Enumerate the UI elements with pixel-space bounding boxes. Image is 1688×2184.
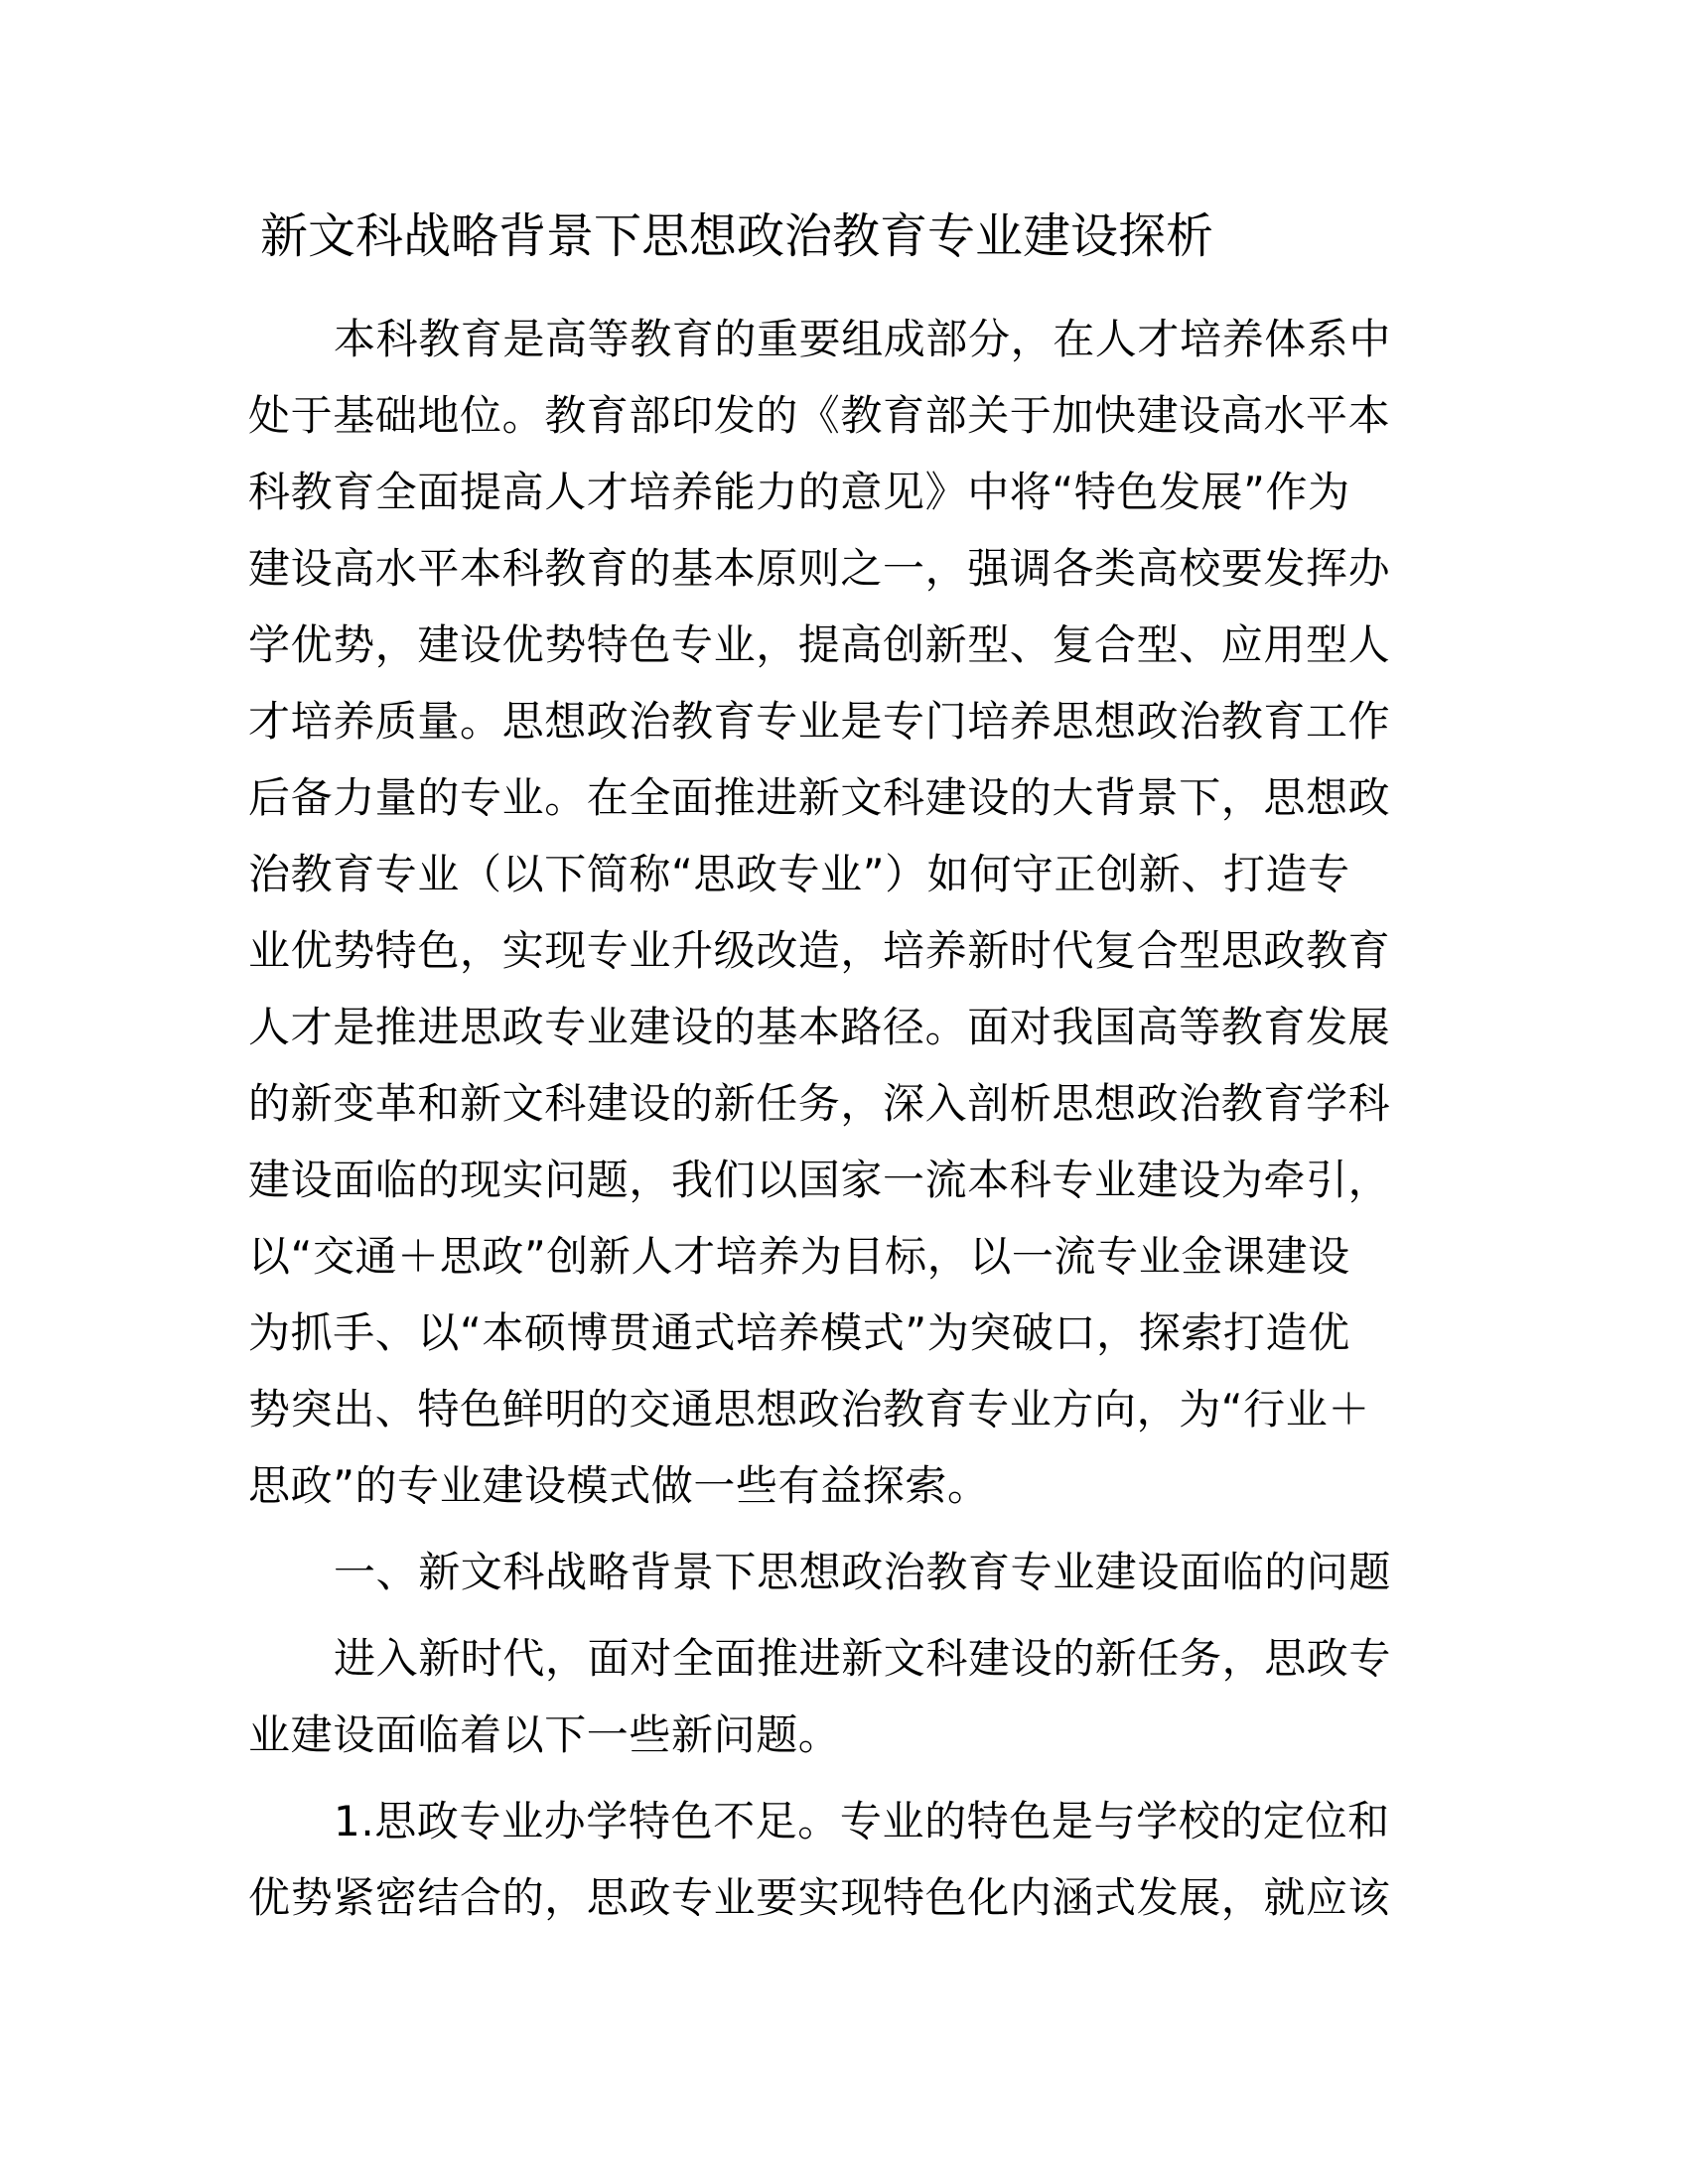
text-line: 学优势，建设优势特色专业，提高创新型、复合型、应用型人 xyxy=(248,620,1391,669)
text-line: 处于基础地位。教育部印发的《教育部关于加快建设高水平本 xyxy=(248,391,1391,440)
paragraph-spacer xyxy=(248,1773,1450,1783)
text-line: 建设高水平本科教育的基本原则之一，强调各类高校要发挥办 xyxy=(248,544,1391,593)
text-line: 优势紧密结合的，思政专业要实现特色化内涵式发展，就应该 xyxy=(248,1873,1391,1922)
text-line: 进入新时代，面对全面推进新文科建设的新任务，思政专 xyxy=(334,1634,1392,1683)
paragraph-issue-1 xyxy=(248,1783,1450,1936)
text-line: 才培养质量。思想政治教育专业是专门培养思想政治教育工作 xyxy=(248,697,1391,746)
text-line: 以“交通＋思政”创新人才培养为目标，以一流专业金课建设 xyxy=(248,1232,1350,1281)
text-line: 思政”的专业建设模式做一些有益探索。 xyxy=(248,1461,990,1510)
text-line: 科教育全面提高人才培养能力的意见》中将“特色发展”作为 xyxy=(248,468,1350,516)
text-line: 人才是推进思政专业建设的基本路径。面对我国高等教育发展 xyxy=(248,1003,1391,1051)
text-line: 为抓手、以“本硕博贯通式培养模式”为突破口，探索打造优 xyxy=(248,1308,1350,1357)
paragraph-new-issues xyxy=(248,1620,1450,1773)
section-heading xyxy=(248,1534,1450,1610)
paragraph-intro xyxy=(248,301,1450,1524)
text-line: 势突出、特色鲜明的交通思想政治教育专业方向，为“行业＋ xyxy=(248,1385,1370,1433)
paragraph-spacer xyxy=(248,1524,1450,1534)
text-line: 后备力量的专业。在全面推进新文科建设的大背景下，思想政 xyxy=(248,773,1391,822)
text-line: 业优势特色，实现专业升级改造，培养新时代复合型思政教育 xyxy=(248,926,1391,975)
text-line: 建设面临的现实问题，我们以国家一流本科专业建设为牵引， xyxy=(248,1156,1391,1204)
text-line: 1.思政专业办学特色不足。专业的特色是与学校的定位和 xyxy=(334,1797,1390,1845)
heading-line: 一、新文科战略背景下思想政治教育专业建设面临的问题 xyxy=(334,1548,1392,1596)
document-body xyxy=(248,301,1450,1936)
paragraph-spacer xyxy=(248,1610,1450,1620)
document-title: 新文科战略背景下思想政治教育专业建设探析 xyxy=(260,208,1214,264)
text-line: 治教育专业（以下简称“思政专业”）如何守正创新、打造专 xyxy=(248,850,1350,898)
text-line: 本科教育是高等教育的重要组成部分，在人才培养体系中 xyxy=(334,315,1392,363)
text-line: 业建设面临着以下一些新问题。 xyxy=(248,1710,841,1759)
text-line: 的新变革和新文科建设的新任务，深入剖析思想政治教育学科 xyxy=(248,1079,1391,1128)
